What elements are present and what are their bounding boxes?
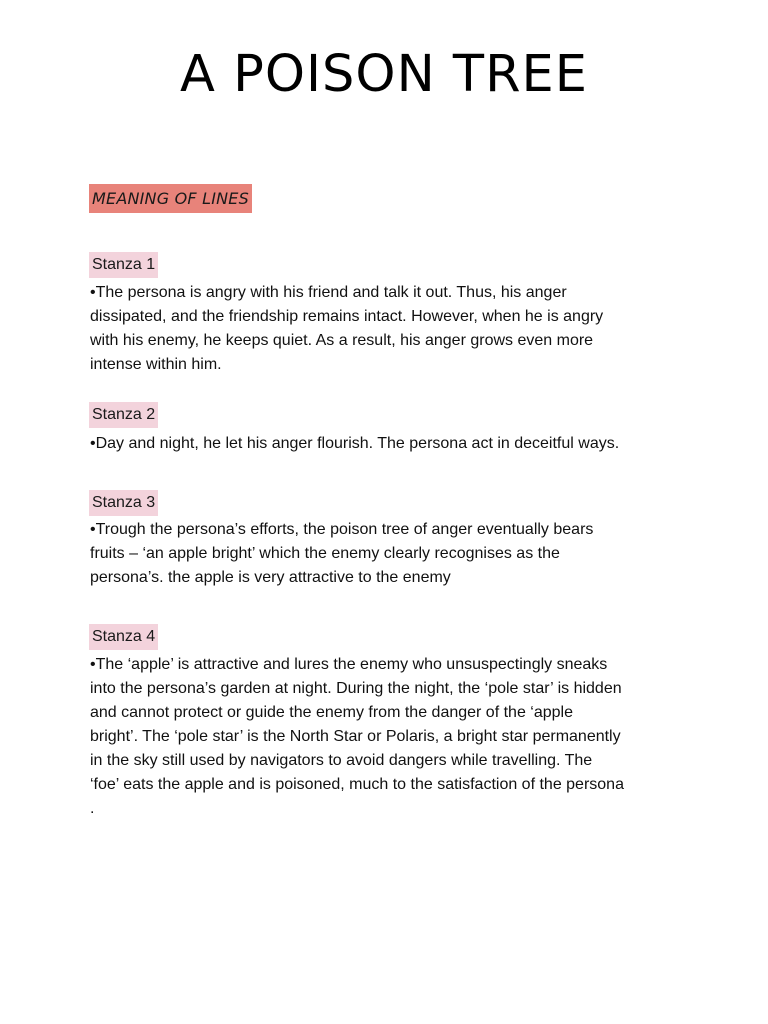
stanza-3-line: •Trough the persona’s efforts, the poison tree of anger eventually bears (90, 521, 594, 538)
stanza-1-line: dissipated, and the friendship remains intact. However, when he is angry (90, 308, 604, 325)
stanza-4-line: in the sky still used by navigators to avoid dangers while travelling. The (90, 752, 593, 769)
stanza-4-label: Stanza 4 (89, 624, 158, 650)
stanza-1-line: •The persona is angry with his friend and talk it out. Thus, his anger (90, 284, 567, 301)
stanza-4-line: and cannot protect or guide the enemy from the danger of the ‘apple (90, 704, 573, 721)
stanza-4-line: . (90, 800, 95, 817)
stanza-2-text (90, 432, 690, 456)
page-title: A POISON TREE (180, 45, 588, 104)
section-heading-meaning-of-lines: MEANING OF LINES (89, 184, 252, 213)
stanza-1-line: with his enemy, he keeps quiet. As a result, his anger grows even more (90, 332, 594, 349)
stanza-4-line: into the persona’s garden at night. During the night, the ‘pole star’ is hidden (90, 680, 622, 697)
stanza-3-line: fruits – ‘an apple bright’ which the enemy clearly recognises as the (90, 545, 560, 562)
stanza-1-label: Stanza 1 (89, 252, 158, 278)
stanza-2-line: •Day and night, he let his anger flourish. The persona act in deceitful ways. (90, 435, 620, 452)
stanza-3-text (90, 518, 690, 590)
stanza-4-line: •The ‘apple’ is attractive and lures the enemy who unsuspectingly sneaks (90, 656, 608, 673)
stanza-1-text (90, 281, 690, 377)
stanza-1-line: intense within him. (90, 356, 222, 373)
stanza-4-line: ‘foe’ eats the apple and is poisoned, much to the satisfaction of the persona (90, 776, 624, 793)
stanza-3-label: Stanza 3 (89, 490, 158, 516)
stanza-3-line: persona’s. the apple is very attractive to the enemy (90, 569, 451, 586)
stanza-4-text (90, 653, 690, 821)
stanza-2-label: Stanza 2 (89, 402, 158, 428)
stanza-4-line: bright’. The ‘pole star’ is the North Star or Polaris, a bright star permanently (90, 728, 621, 745)
